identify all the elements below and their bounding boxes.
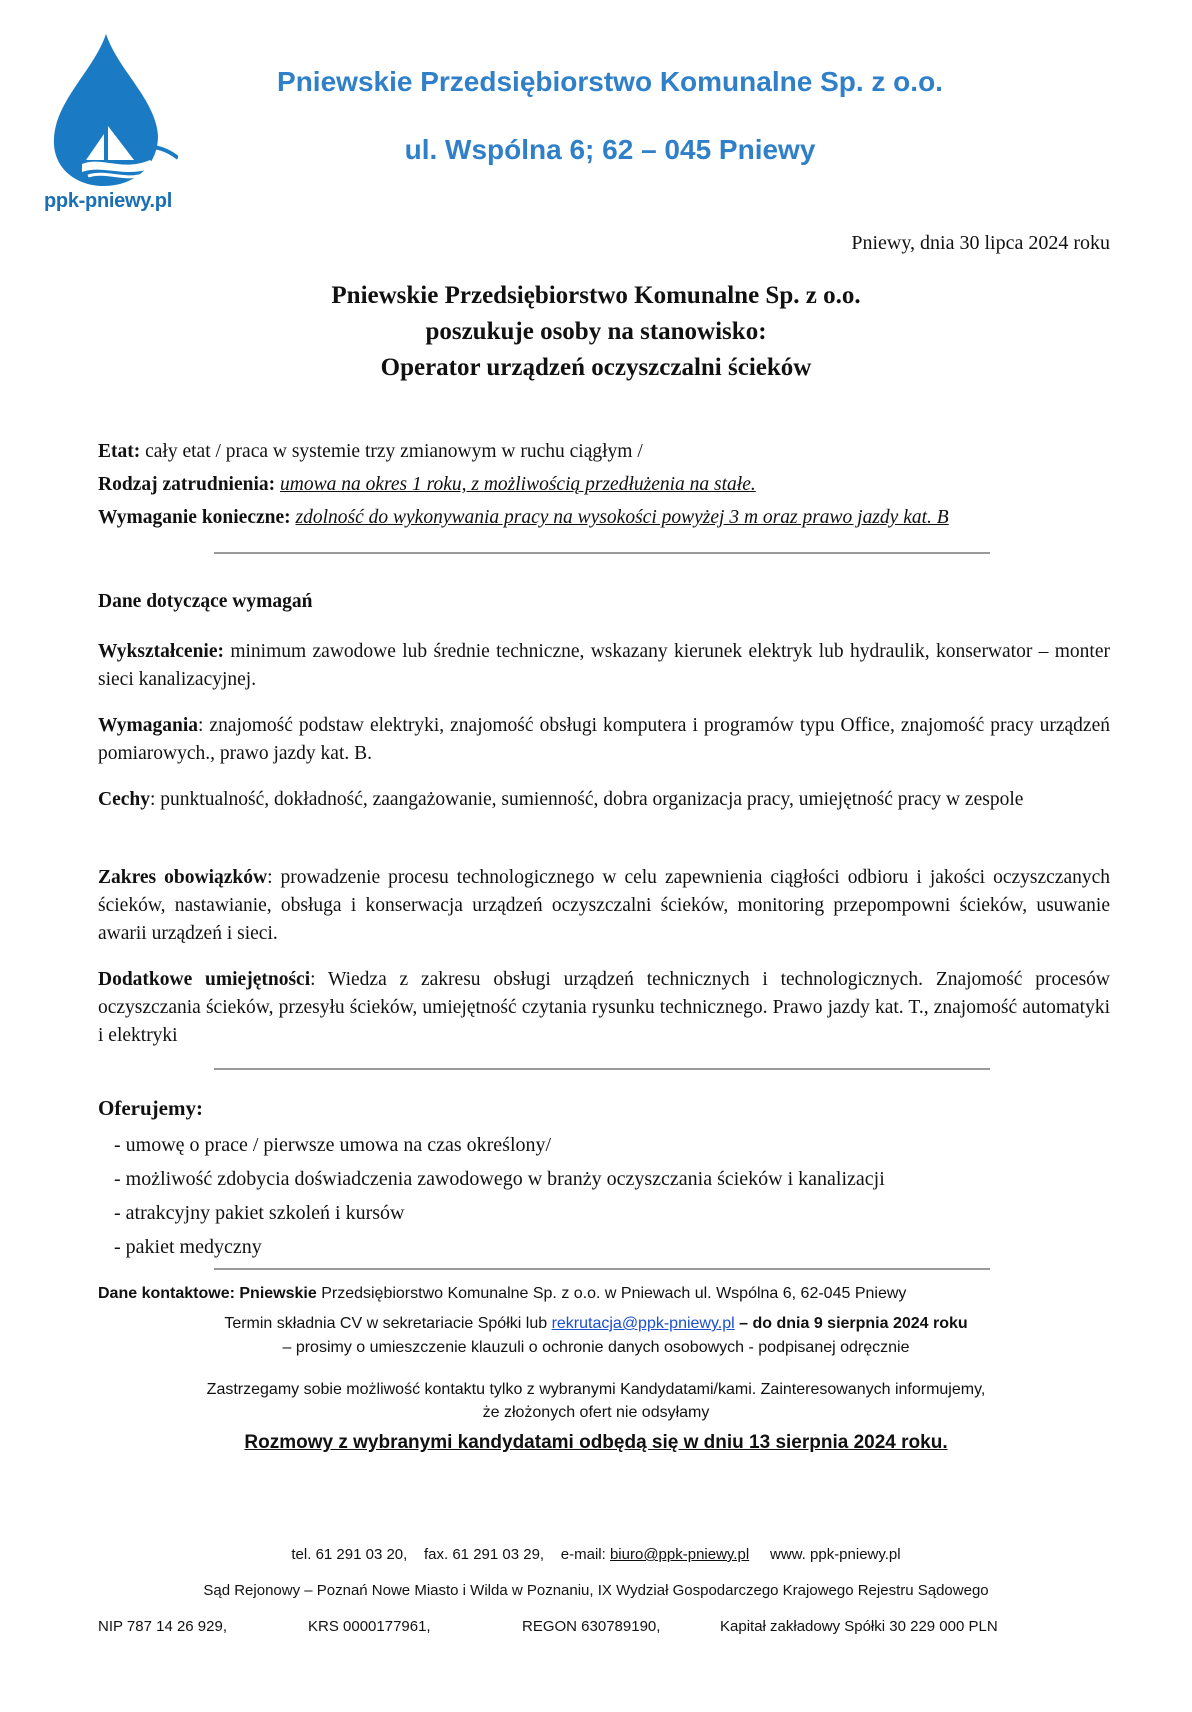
footer-nip: NIP 787 14 26 929, xyxy=(98,1618,227,1635)
interviews-notice: Rozmowy z wybranymi kandydatami odbędą się w dniu 13 sierpnia 2024 roku. xyxy=(244,1432,948,1453)
rodzaj-label: Rodzaj zatrudnienia: xyxy=(98,474,276,495)
company-name: Pniewskie Przedsiębiorstwo Komunalne Sp. z o.o. xyxy=(277,66,943,97)
cv-deadline: – do dnia 9 sierpnia 2024 roku xyxy=(734,1315,968,1332)
extra-value: : Wiedza z zakresu obsługi urządzeń technicznych i technologicznych. Znajomość procesów oczyszczania ścieków, przesyłu ścieków, umiejętność czytania rysunku technicznego. Prawo jazdy kat. T., znajomość automatyki i elektryki xyxy=(98,969,1110,1046)
offer-item: - umowę o prace / pierwsze umowa na czas określony/ xyxy=(114,1134,552,1156)
traits-label: Cechy xyxy=(98,789,150,810)
terms-wymaganie xyxy=(98,504,1110,532)
headline-seeking: poszukuje osoby na stanowisko: xyxy=(425,318,767,345)
education-label: Wykształcenie: xyxy=(98,641,224,662)
duties-value: : prowadzenie procesu technologicznego w celu zapewnienia ciągłości odbioru i jakości oczyszczanych ścieków, nastawianie, obsługa i konserwacja urządzeń oczyszczalni ścieków, monitoring przepompowni ścieków, usuwanie awarii urządzeń i sieci. xyxy=(98,867,1111,944)
divider xyxy=(214,552,990,554)
terms-etat xyxy=(98,438,1110,466)
duties-paragraph xyxy=(98,864,1110,948)
offer-item: - pakiet medyczny xyxy=(114,1236,262,1258)
skills-value: : znajomość podstaw elektryki, znajomość obsługi komputera i programów typu Office, znajomość pracy urządzeń pomiarowych., prawo jazdy kat. B. xyxy=(98,715,1110,764)
headline-company: Pniewskie Przedsiębiorstwo Komunalne Sp. z o.o. xyxy=(331,282,861,309)
terms-rodzaj xyxy=(98,471,1110,499)
footer-www[interactable]: www. ppk-pniewy.pl xyxy=(770,1546,901,1563)
traits-value: : punktualność, dokładność, zaangażowanie, sumienność, dobra organizacja pracy, umiejętność pracy w zespole xyxy=(150,789,1024,810)
company-address: ul. Wspólna 6; 62 – 045 Pniewy xyxy=(404,134,816,165)
offer-title: Oferujemy: xyxy=(98,1096,203,1120)
extra-skills-paragraph xyxy=(98,966,1110,1050)
footer-contact-line xyxy=(0,1546,1192,1563)
footer-email-label: e-mail: xyxy=(560,1546,610,1563)
wymaganie-label: Wymaganie konieczne: xyxy=(98,507,291,528)
etat-label: Etat: xyxy=(98,441,141,462)
contact-rest: Przedsiębiorstwo Komunalne Sp. z o.o. w Pniewach ul. Wspólna 6, 62-045 Pniewy xyxy=(316,1285,907,1302)
skills-paragraph xyxy=(98,712,1110,768)
divider xyxy=(214,1268,990,1270)
contact-details xyxy=(98,1283,1108,1305)
education-value: minimum zawodowe lub średnie techniczne, wskazany kierunek elektryk lub hydraulik, konserwator – monter sieci kanalizacyjnej. xyxy=(98,641,1110,690)
wymaganie-value: zdolność do wykonywania pracy na wysokości powyżej 3 m oraz prawo jazdy kat. B xyxy=(295,507,949,528)
extra-label: Dodatkowe umiejętności xyxy=(98,969,311,990)
footer-capital: Kapitał zakładowy Spółki 30 229 000 PLN xyxy=(720,1618,998,1635)
footer-fax: fax. 61 291 03 29, xyxy=(424,1546,545,1563)
footer-email-link[interactable]: biuro@ppk-pniewy.pl xyxy=(609,1546,750,1563)
logo-text: ppk-pniewy.pl xyxy=(44,190,172,212)
company-logo xyxy=(38,30,178,220)
cv-prefix: Termin składnia CV w sekretariacie Spółki lub xyxy=(224,1315,552,1332)
footer-regon: REGON 630789190, xyxy=(522,1618,661,1635)
offer-list xyxy=(114,1128,885,1264)
reserve-line-2: że złożonych ofert nie odsyłamy xyxy=(482,1404,710,1421)
footer-tel: tel. 61 291 03 20, xyxy=(291,1546,408,1563)
contact-label: Dane kontaktowe: xyxy=(98,1285,235,1302)
footer-court: Sąd Rejonowy – Poznań Nowe Miasto i Wilda w Poznaniu, IX Wydział Gospodarczego Krajowego Rejestru Sądowego xyxy=(203,1582,989,1599)
requirements-title: Dane dotyczące wymagań xyxy=(98,591,313,612)
etat-value: cały etat / praca w systemie trzy zmianowym w ruchu ciągłym / xyxy=(140,441,643,462)
skills-label: Wymagania xyxy=(98,715,199,736)
cv-email-link[interactable]: rekrutacja@ppk-pniewy.pl xyxy=(551,1315,735,1332)
reserve-line-1: Zastrzegamy sobie możliwość kontaktu tylko z wybranymi Kandydatami/kami. Zainteresowanych informujemy, xyxy=(206,1381,986,1398)
cv-deadline-line xyxy=(0,1312,1192,1336)
rodzaj-value: umowa na okres 1 roku, z możliwością przedłużenia na stałe. xyxy=(280,474,756,495)
footer-krs: KRS 0000177961, xyxy=(308,1618,431,1635)
cv-note: – prosimy o umieszczenie klauzuli o ochronie danych osobowych - podpisanej odręcznie xyxy=(282,1339,910,1356)
traits-paragraph xyxy=(98,786,1110,814)
water-drop-logo-icon xyxy=(38,30,178,190)
offer-item: - atrakcyjny pakiet szkoleń i kursów xyxy=(114,1202,405,1224)
education-paragraph xyxy=(98,638,1110,694)
offer-item: - możliwość zdobycia doświadczenia zawodowego w branży oczyszczania ścieków i kanalizacji xyxy=(114,1168,885,1190)
duties-label: Zakres obowiązków xyxy=(98,867,268,888)
contact-name: Pniewskie xyxy=(234,1285,317,1302)
divider xyxy=(214,1068,990,1070)
document-date: Pniewy, dnia 30 lipca 2024 roku xyxy=(851,232,1110,254)
headline-position: Operator urządzeń oczyszczalni ścieków xyxy=(380,354,812,381)
